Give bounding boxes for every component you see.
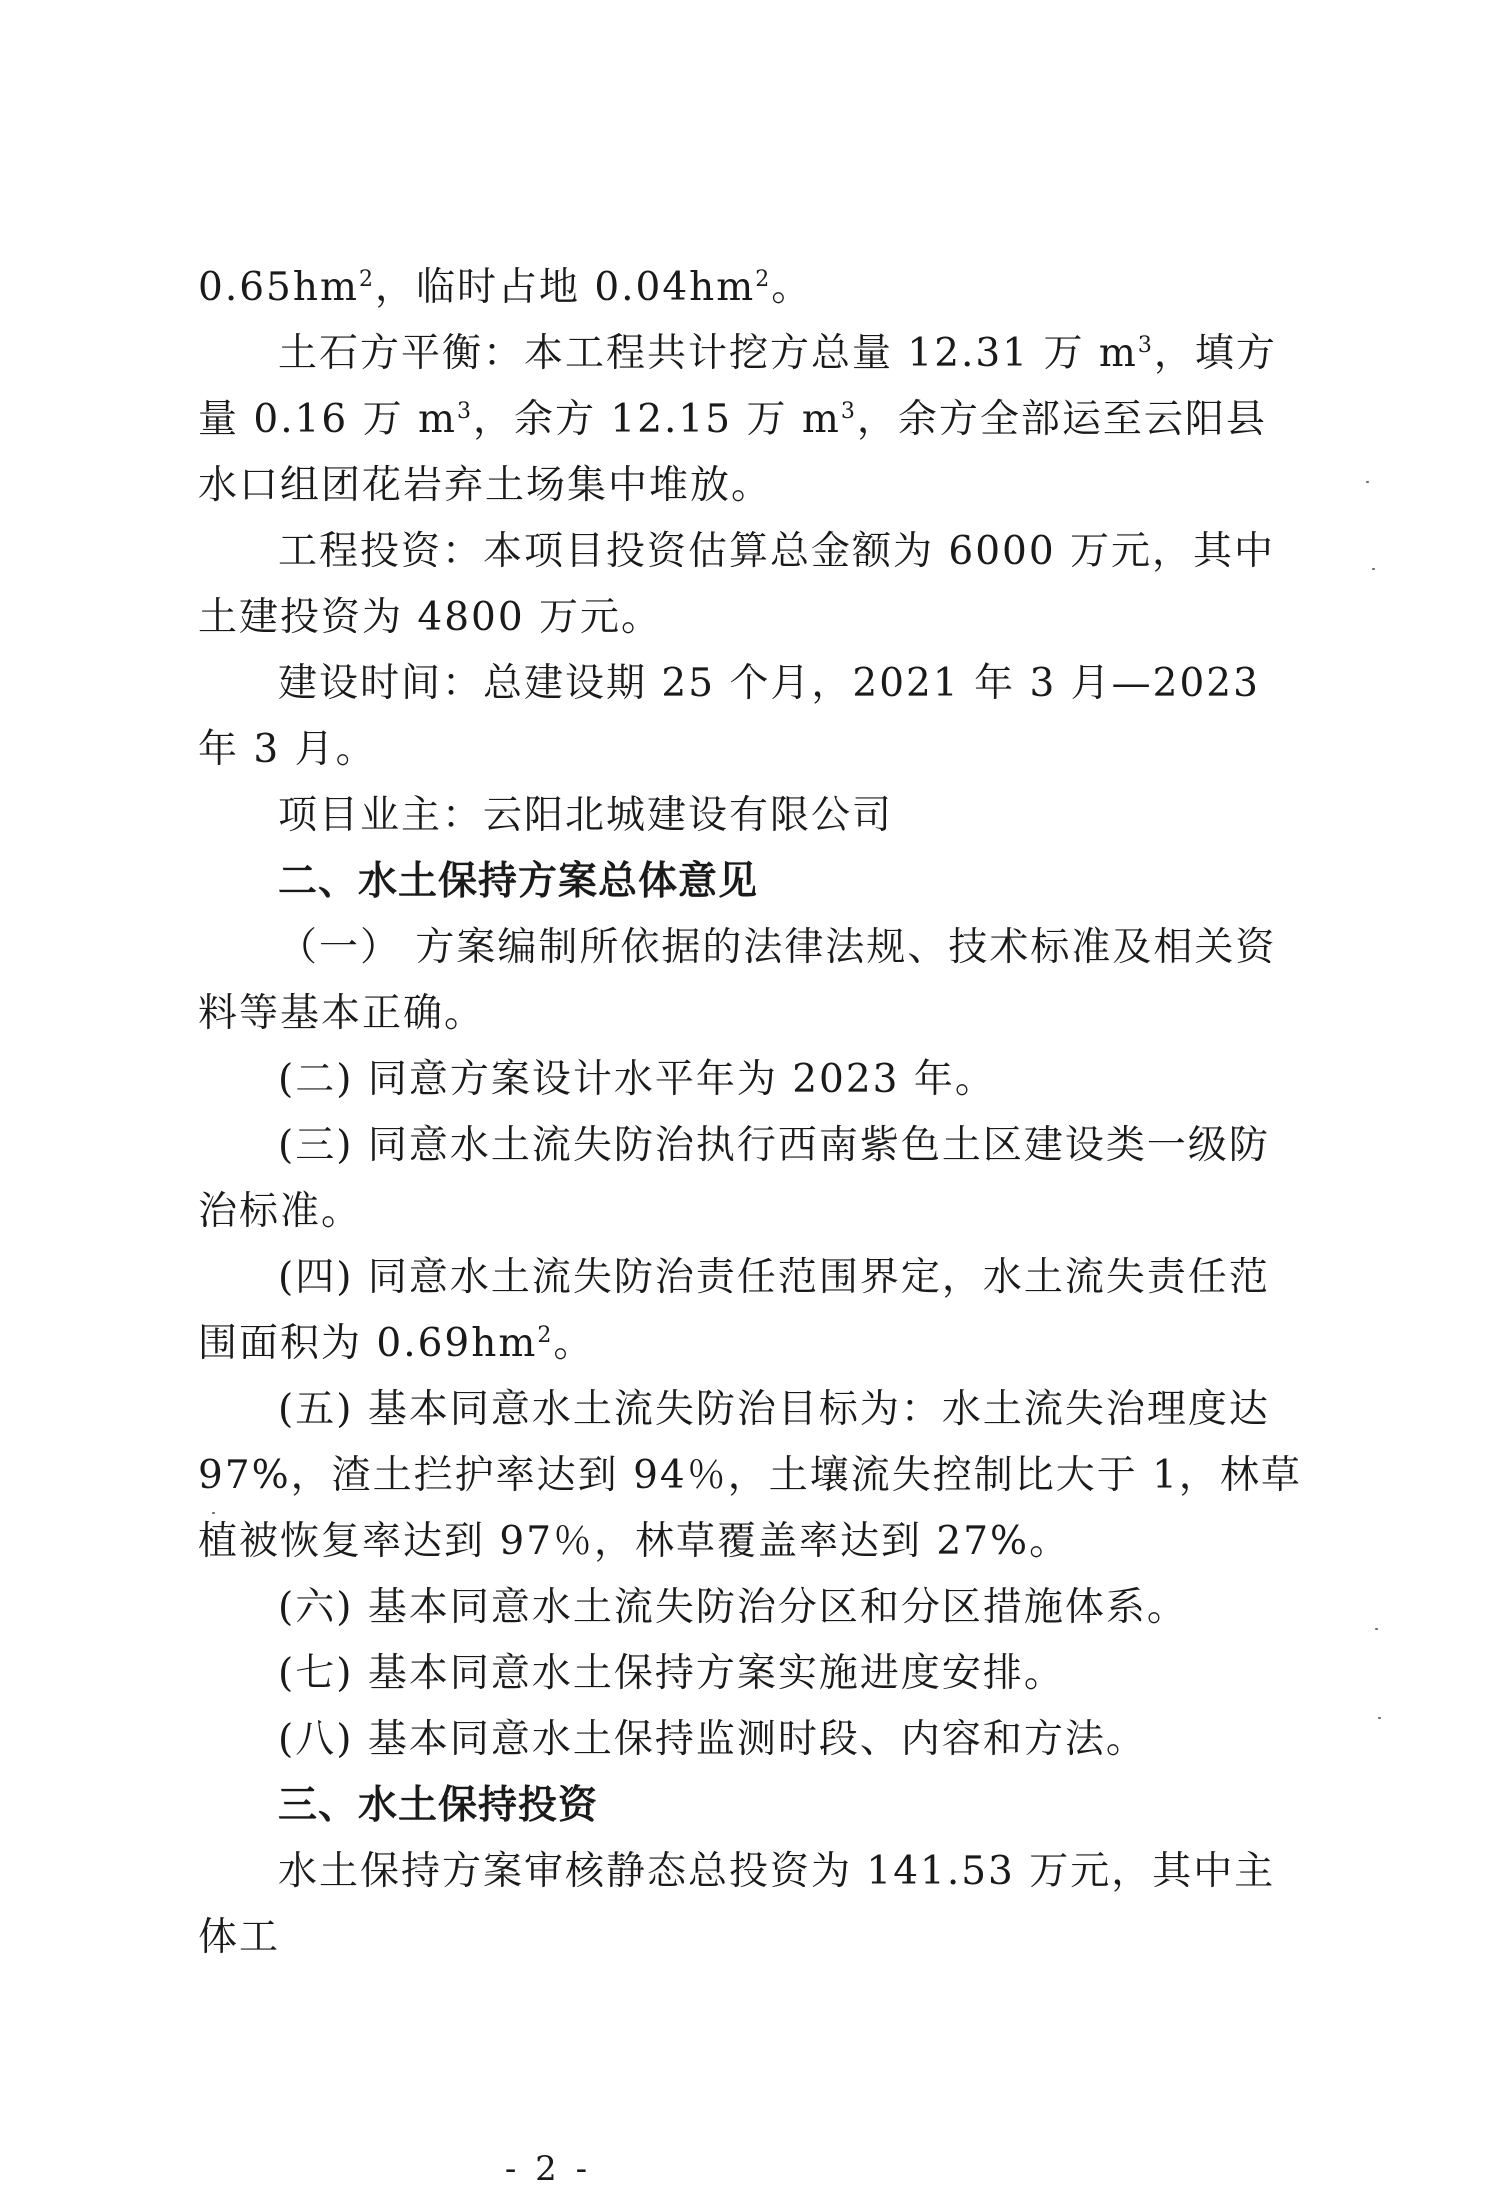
opinion-item-1: （一） 方案编制所依据的法律法规、技术标准及相关资料等基本正确。 bbox=[198, 925, 1277, 1036]
scan-speck bbox=[1366, 481, 1369, 483]
opinion-item-2: (二) 同意方案设计水平年为 2023 年。 bbox=[278, 1057, 996, 1102]
paragraph-project-owner: 项目业主：云阳北城建设有限公司 bbox=[278, 793, 894, 838]
opinion-item-6: (六) 基本同意水土流失防治分区和分区措施体系。 bbox=[278, 1585, 1188, 1630]
paragraph-investment: 工程投资：本项目投资估算总金额为 6000 万元，其中土建投资为 4800 万元。 bbox=[198, 529, 1276, 640]
scan-speck bbox=[212, 1512, 215, 1514]
scan-speck bbox=[1375, 1628, 1378, 1630]
section-heading-overall-opinion: 二、水土保持方案总体意见 bbox=[278, 859, 759, 904]
scan-speck bbox=[1378, 1717, 1381, 1719]
paragraph-land-use: $0.65hm^2$，临时占地 $0.04hm^2$。 bbox=[198, 265, 813, 310]
opinion-item-3: (三) 同意水土流失防治执行西南紫色土区建设类一级防治标准。 bbox=[198, 1123, 1270, 1234]
opinion-item-8: (八) 基本同意水土保持监测时段、内容和方法。 bbox=[278, 1717, 1147, 1762]
opinion-item-7: (七) 基本同意水土保持方案实施进度安排。 bbox=[278, 1651, 1065, 1696]
section-heading-investment: 三、水土保持投资 bbox=[278, 1783, 599, 1828]
page-number: - 2 - bbox=[504, 2149, 592, 2189]
paragraph-investment-total: 水土保持方案审核静态总投资为 141.53 万元，其中主体工 bbox=[198, 1849, 1276, 1960]
paragraph-construction-time: 建设时间：总建设期 25 个月，2021 年 3 月—2023 年 3 月。 bbox=[198, 661, 1260, 772]
scan-speck bbox=[1372, 568, 1375, 570]
paragraph-earthwork-balance: 土石方平衡：本工程共计挖方总量 12.31 万 $m^3$，填方量 0.16 万 $m^3$，余方 12.15 万 $m^3$，余方全部运至云阳县水口组团花岩弃土场集中堆放。 bbox=[198, 331, 1277, 508]
opinion-item-4: (四) 同意水土流失防治责任范围界定，水土流失责任范围面积为 $0.69hm^2$。 bbox=[198, 1255, 1270, 1366]
opinion-item-5: (五) 基本同意水土流失防治目标为：水土流失治理度达 97%，渣土拦护率达到 94％，土壤流失控制比大于 1，林草植被恢复率达到 97％，林草覆盖率达到 27%。 bbox=[198, 1387, 1302, 1564]
document-body bbox=[198, 255, 1306, 2189]
